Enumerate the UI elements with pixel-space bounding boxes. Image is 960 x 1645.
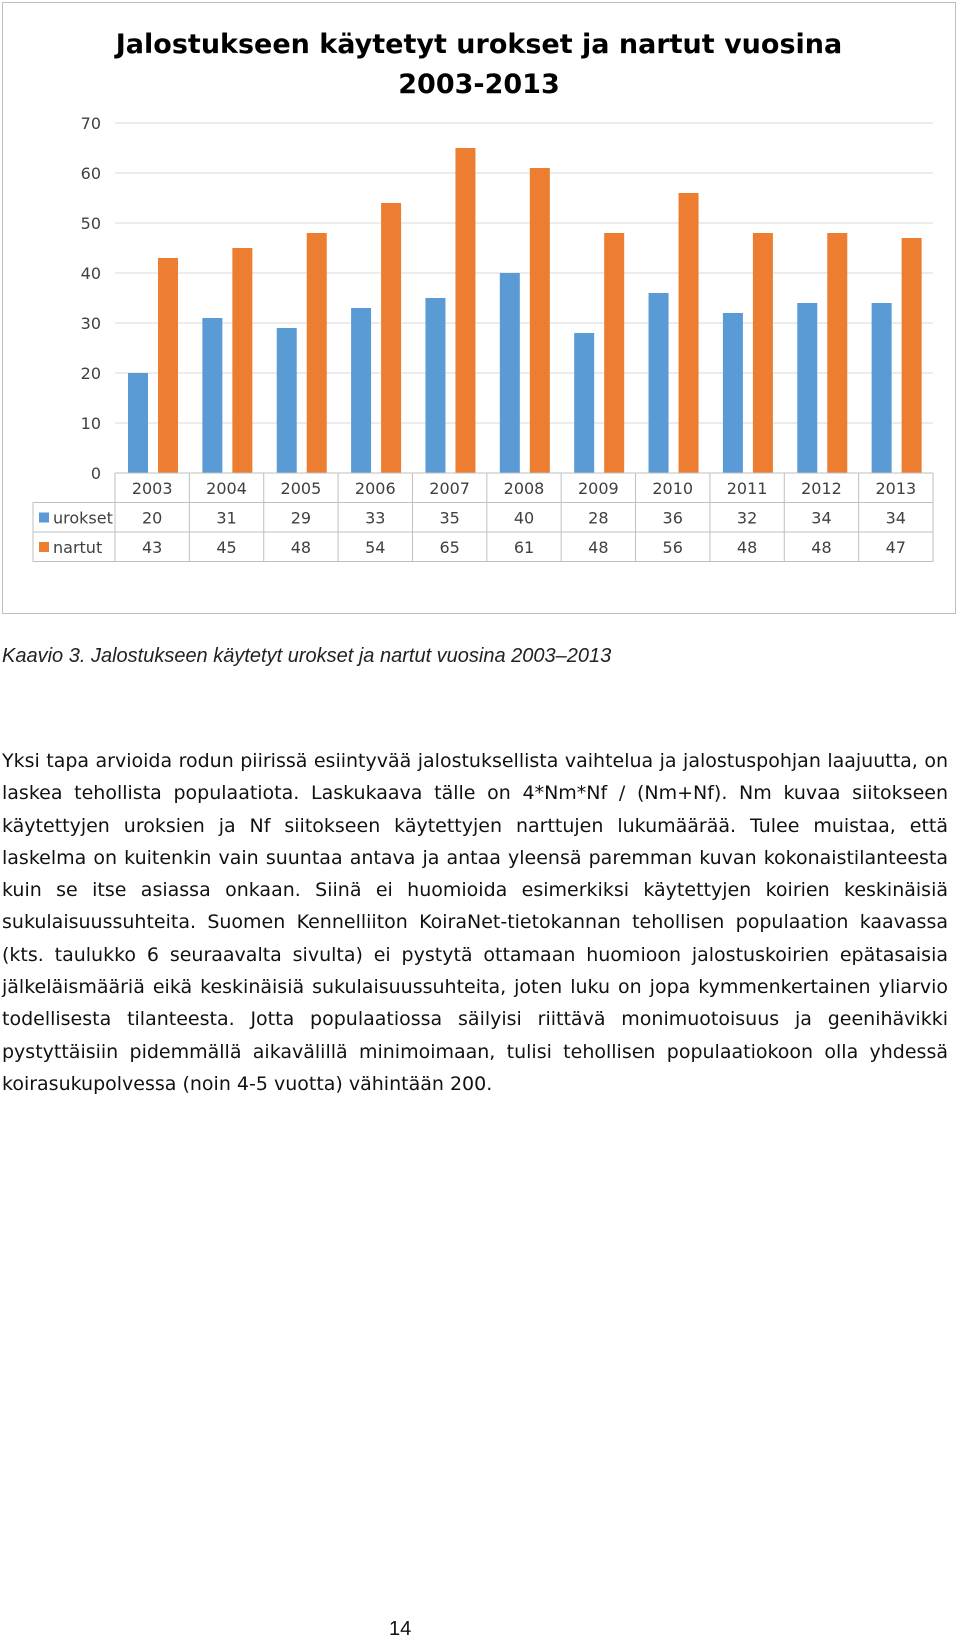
data-label-nartut: 48 xyxy=(290,538,312,557)
data-label-urokset: 34 xyxy=(811,508,832,528)
bar-urokset-2010 xyxy=(649,293,669,473)
data-label-urokset: 40 xyxy=(513,508,535,528)
bar-nartut-2006 xyxy=(381,203,401,473)
data-label-nartut: 45 xyxy=(216,538,237,557)
data-label-urokset: 36 xyxy=(662,508,683,528)
bar-nartut-2010 xyxy=(679,193,699,473)
legend-label-urokset: urokset xyxy=(53,508,113,528)
x-tick-label: 2011 xyxy=(726,479,768,498)
data-label-nartut: 43 xyxy=(142,538,163,557)
bar-urokset-2013 xyxy=(872,303,892,473)
bar-nartut-2005 xyxy=(307,233,327,473)
x-tick-label: 2013 xyxy=(875,479,917,498)
y-tick-label: 20 xyxy=(80,364,101,383)
legend-label-nartut: nartut xyxy=(53,538,103,557)
x-tick-label: 2007 xyxy=(429,479,470,498)
data-label-urokset: 29 xyxy=(290,508,312,528)
data-label-nartut: 54 xyxy=(365,538,386,557)
data-label-nartut: 56 xyxy=(662,538,683,557)
data-label-urokset: 32 xyxy=(736,508,758,528)
legend-swatch-nartut xyxy=(39,542,49,552)
bar-nartut-2009 xyxy=(604,233,624,473)
y-tick-label: 0 xyxy=(90,464,101,483)
page-number: 14 xyxy=(389,1618,412,1640)
bar-urokset-2005 xyxy=(277,328,297,473)
bar-urokset-2008 xyxy=(500,273,520,473)
data-label-nartut: 61 xyxy=(513,538,535,557)
y-tick-label: 70 xyxy=(80,114,101,133)
data-label-nartut: 48 xyxy=(736,538,758,557)
bar-urokset-2012 xyxy=(797,303,817,473)
bar-urokset-2009 xyxy=(574,333,594,473)
bar-nartut-2004 xyxy=(232,248,252,473)
bar-urokset-2011 xyxy=(723,313,743,473)
chart-title-line: 2003-2013 xyxy=(398,69,560,100)
bar-urokset-2004 xyxy=(202,318,222,473)
data-label-nartut: 48 xyxy=(588,538,609,557)
x-tick-label: 2004 xyxy=(206,479,247,498)
bar-nartut-2003 xyxy=(158,258,178,473)
data-label-nartut: 65 xyxy=(439,538,460,557)
x-tick-label: 2006 xyxy=(354,479,396,498)
bar-nartut-2007 xyxy=(455,148,475,473)
x-tick-label: 2012 xyxy=(801,479,842,498)
bar-nartut-2011 xyxy=(753,233,773,473)
figure-caption: Kaavio 3. Jalostukseen käytetyt urokset ja nartut vuosina 2003–2013 xyxy=(2,645,612,667)
y-tick-label: 10 xyxy=(80,414,101,433)
data-label-nartut: 48 xyxy=(811,538,832,557)
data-label-urokset: 31 xyxy=(216,508,237,528)
y-tick-label: 30 xyxy=(80,314,101,333)
legend-swatch-urokset xyxy=(39,513,49,523)
x-tick-label: 2010 xyxy=(652,479,694,498)
chart-title-line: Jalostukseen käytetyt urokset ja nartut vuosina xyxy=(115,29,843,60)
data-label-urokset: 35 xyxy=(439,508,460,528)
bar-urokset-2007 xyxy=(425,298,445,473)
x-tick-label: 2003 xyxy=(131,479,173,498)
y-tick-label: 50 xyxy=(80,214,101,233)
bar-nartut-2012 xyxy=(827,233,847,473)
bar-chart xyxy=(3,3,955,613)
data-label-nartut: 47 xyxy=(885,538,906,557)
data-label-urokset: 20 xyxy=(142,508,163,528)
data-label-urokset: 28 xyxy=(588,508,609,528)
x-tick-label: 2009 xyxy=(578,479,619,498)
body-paragraph: Yksi tapa arvioida rodun piirissä esiintyvää jalostuksellista vaihtelua ja jalostuspohjan laajuutta, on laskea tehollista populaatiota. Laskukaava tälle on 4*Nm*Nf / (Nm+Nf). Nm kuvaa siitokseen käytettyjen uroksien ja Nf siitokseen käytettyjen narttujen lukumäärää. Tulee muistaa, että laskelma on kuitenkin vain suuntaa antava ja antaa yleensä paremman kuvan kokonaistilanteesta kuin se itse asiassa onkaan. Siinä ei huomioida esimerkiksi käytettyjen koirien keskinäisiä sukulaisuussuhteita. Suomen Kennelliiton KoiraNet-tietokannan tehollisen populaation kaavassa (kts. taulukko 6 seuraavalta sivulta) ei pystytä ottamaan huomioon jalostuskoirien epätasaisia jälkeläismääriä eikä keskinäisiä sukulaisuussuhteita, joten luku on jopa kymmenkertainen yliarvio todellisesta tilanteesta. Jotta populaatiossa säilyisi riittävä monimuotoisuus ja geenihävikki pystyttäisiin pidemmällä aikavälillä minimoimaan, tulisi tehollisen populaatiokoon olla yhdessä koirasukupolvessa (noin 4-5 vuotta) vähintään 200. xyxy=(2,750,948,1095)
chart-container xyxy=(2,2,956,614)
y-tick-label: 60 xyxy=(80,164,101,183)
data-label-urokset: 33 xyxy=(365,508,386,528)
bar-nartut-2013 xyxy=(902,238,922,473)
x-tick-label: 2008 xyxy=(503,479,545,498)
bar-urokset-2003 xyxy=(128,373,148,473)
bar-urokset-2006 xyxy=(351,308,371,473)
data-label-urokset: 34 xyxy=(885,508,906,528)
bar-nartut-2008 xyxy=(530,168,550,473)
y-tick-label: 40 xyxy=(80,264,101,283)
x-tick-label: 2005 xyxy=(280,479,322,498)
